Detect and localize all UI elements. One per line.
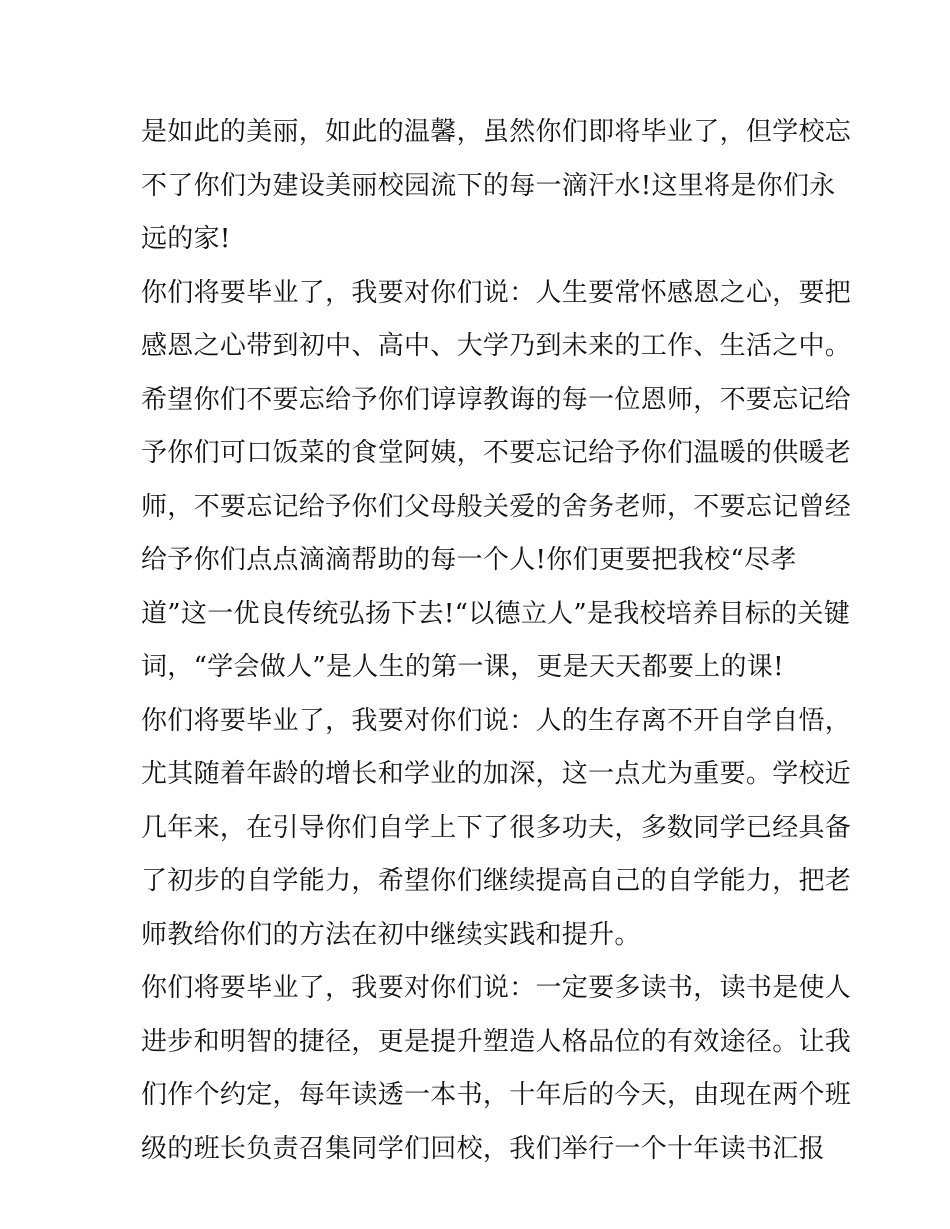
- text-line: 师教给你们的方法在初中继续实践和提升。: [141, 919, 641, 950]
- text-line: 给予你们点点滴滴帮助的每一个人!你们更要把我校“尽孝: [141, 545, 797, 575]
- text-line: 了初步的自学能力，希望你们继续提高自己的自学能力，把老: [141, 866, 852, 896]
- text-line: 们作个约定，每年读透一本书，十年后的今天，由现在两个班: [141, 1080, 852, 1110]
- text-line: 是如此的美丽，如此的温馨，虽然你们即将毕业了，但学校忘: [141, 117, 852, 147]
- text-line: 词，“学会做人”是人生的第一课，更是天天都要上的课!: [141, 652, 784, 682]
- text-line: 远的家!: [141, 224, 231, 254]
- text-line: 师，不要忘记给予你们父母般关爱的舍务老师，不要忘记曾经: [141, 491, 852, 522]
- body-text: [141, 106, 852, 1176]
- text-line: 感恩之心带到初中、高中、大学乃到未来的工作、生活之中。: [141, 331, 852, 361]
- text-line: 进步和明智的捷径，更是提升塑造人格品位的有效途径。让我: [141, 1026, 852, 1057]
- text-line: 不了你们为建设美丽校园流下的每一滴汗水!这里将是你们永: [141, 170, 836, 201]
- text-line: 你们将要毕业了，我要对你们说：人的生存离不开自学自悟，: [141, 705, 852, 736]
- text-line: 级的班长负责召集同学们回校，我们举行一个十年读书汇报: [141, 1133, 825, 1164]
- text-line: 予你们可口饭菜的食堂阿姨，不要忘记给予你们温暖的供暖老: [141, 438, 852, 468]
- text-line: 几年来，在引导你们自学上下了很多功夫，多数同学已经具备: [141, 812, 852, 843]
- text-line: 希望你们不要忘给予你们谆谆教诲的每一位恩师，不要忘记给: [141, 384, 852, 415]
- text-line: 你们将要毕业了，我要对你们说：一定要多读书，读书是使人: [141, 973, 852, 1003]
- text-line: 尤其随着年龄的增长和学业的加深，这一点尤为重要。学校近: [141, 759, 852, 789]
- text-line: 道”这一优良传统弘扬下去!“以德立人”是我校培养目标的关键: [141, 598, 851, 629]
- text-line: 你们将要毕业了，我要对你们说：人生要常怀感恩之心，要把: [141, 277, 852, 308]
